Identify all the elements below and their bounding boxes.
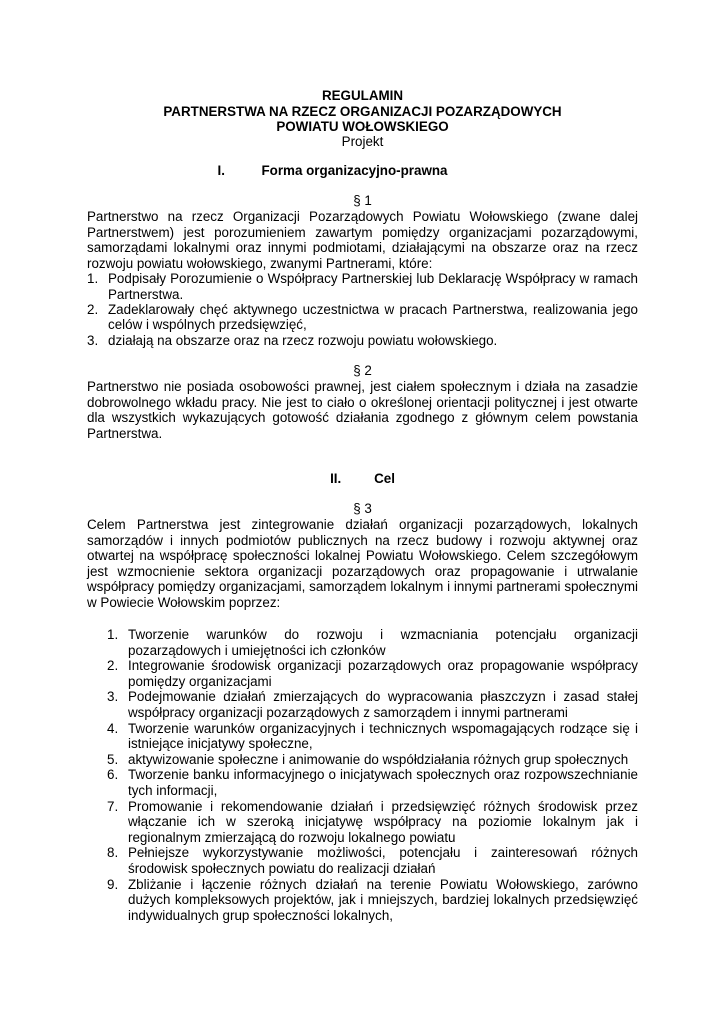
section-number: II. <box>330 471 342 486</box>
list-text: Podejmowanie działań zmierzających do wypracowania płaszczyzn i zasad stałej współpracy organizacji pozarządowych z samorządem i innymi partnerami <box>128 689 638 720</box>
list-item <box>107 877 638 924</box>
list-item <box>107 799 638 846</box>
list-text: Promowanie i rekomendowanie działań i przedsięwzięć różnych środowisk przez włączanie ich w szeroką inicjatywę współpracy na poziomie lokalnym jak i regionalnym zmierzającą do rozwoju lokalnego powiatu <box>128 798 638 845</box>
list-text: Pełniejsze wykorzystywanie możliwości, potencjału i zainteresowań różnych środowisk społecznych powiatu do realizacji działań <box>128 845 638 876</box>
list-number: 1. <box>107 627 119 642</box>
list-number: 3. <box>107 689 119 705</box>
list-text: Tworzenie warunków do rozwoju i wzmacniania potencjału organizacji pozarządowych i umiejętności ich członków <box>128 627 638 658</box>
paragraph-mark-1: § 1 <box>353 193 372 208</box>
title-line-3: POWIATU WOŁOWSKIEGO <box>276 119 449 135</box>
list-text: Integrowanie środowisk organizacji pozarządowych oraz propagowanie współpracy pomiędzy organizacjami <box>128 658 638 689</box>
section-title: Cel <box>374 471 395 486</box>
title-line-2: PARTNERSTWA NA RZECZ ORGANIZACJI POZARZĄDOWYCH <box>163 103 562 119</box>
list-number: 7. <box>107 798 119 814</box>
paragraph-1 <box>87 209 638 348</box>
paragraph-text: Partnerstwo na rzecz Organizacji Pozarządowych Powiatu Wołowskiego (zwane dalej Partnerstwem) jest porozumieniem zawartym pomiędzy organizacjami pozarządowymi, samorządami lokalnymi oraz innymi podmiotami, działającymi na obszarze oraz na rzecz rozwoju powiatu wołowskiego, zwanymi Partnerami, które: <box>87 209 638 271</box>
section-heading-1 <box>87 163 638 179</box>
list-text: Zadeklarowały chęć aktywnego uczestnictwa w pracach Partnerstwa, realizowania jego celów i wspólnych przedsięwzięć, <box>108 301 638 333</box>
section-number: I. <box>217 163 225 178</box>
list-number: 8. <box>107 845 119 861</box>
list-number: 4. <box>107 720 119 736</box>
paragraph-3: Celem Partnerstwa jest zintegrowanie działań organizacji pozarządowych, lokalnych samorządów i innych podmiotów publicznych na rzecz budowy i rozwoju aktywnej oraz otwartej na współpracę społeczności lokalnej Powiatu Wołowskiego. Celem szczegółowym jest wzmocnienie sektora organizacji pozarządowych oraz propagowanie i utrwalanie współpracy pomiędzy organizacjami, samorządem lokalnym i innymi partnerami społecznymi w Powiecie Wołowskim poprzez: <box>87 517 638 610</box>
title-line-1: REGULAMIN <box>321 88 404 103</box>
list-item <box>87 271 638 302</box>
list-text: Tworzenie warunków organizacyjnych i technicznych wspomagających rodzące się i istniejące inicjatywy społeczne, <box>128 720 638 752</box>
list-number: 5. <box>107 751 119 767</box>
list-item <box>107 658 638 689</box>
list-text: aktywizowanie społeczne i animowanie do współdziałania różnych grup społecznych <box>128 751 629 767</box>
list-item <box>107 767 638 798</box>
goals-list <box>107 627 638 923</box>
list-number: 2. <box>87 301 99 317</box>
document-subtitle: Projekt <box>341 134 384 149</box>
list-number: 3. <box>87 332 99 348</box>
paragraph-mark-2: § 2 <box>353 363 372 378</box>
list-text: Zbliżanie i łączenie różnych działań na terenie Powiatu Wołowskiego, zarówno dużych kompleksowych projektów, jak i mniejszych, bardziej lokalnych przedsięwzięć indywidualnych grup społeczności lokalnych, <box>128 876 638 923</box>
paragraph-2: Partnerstwo nie posiada osobowości prawnej, jest ciałem społecznym i działa na zasadzie dobrowolnego wkładu pracy. Nie jest to ciało o określonej orientacji politycznej i jest otwarte dla wszystkich wykazujących gotowość działania zgodnego z głównym celem powstania Partnerstwa. <box>87 379 638 441</box>
list-number: 2. <box>107 658 119 674</box>
list-item <box>107 752 638 768</box>
list-item <box>107 627 638 658</box>
document-title <box>87 88 638 135</box>
list-item <box>87 333 638 349</box>
list-item <box>107 845 638 876</box>
list-number: 1. <box>87 271 99 287</box>
paragraph-mark-3: § 3 <box>353 501 372 516</box>
list-text: Podpisały Porozumienie o Współpracy Partnerskiej lub Deklarację Współpracy w ramach Partnerstwa. <box>108 271 638 302</box>
section-heading-2 <box>87 471 638 487</box>
list-number: 6. <box>107 767 119 783</box>
list-number: 9. <box>107 876 119 892</box>
list-item <box>107 721 638 752</box>
list-text: działają na obszarze oraz na rzecz rozwoju powiatu wołowskiego. <box>108 332 498 348</box>
partner-criteria-list <box>87 271 638 348</box>
section-title: Forma organizacyjno-prawna <box>261 163 448 178</box>
list-item <box>107 689 638 720</box>
list-text: Tworzenie banku informacyjnego o inicjatywach społecznych oraz rozpowszechnianie tych informacji, <box>128 767 638 798</box>
list-item <box>87 302 638 333</box>
